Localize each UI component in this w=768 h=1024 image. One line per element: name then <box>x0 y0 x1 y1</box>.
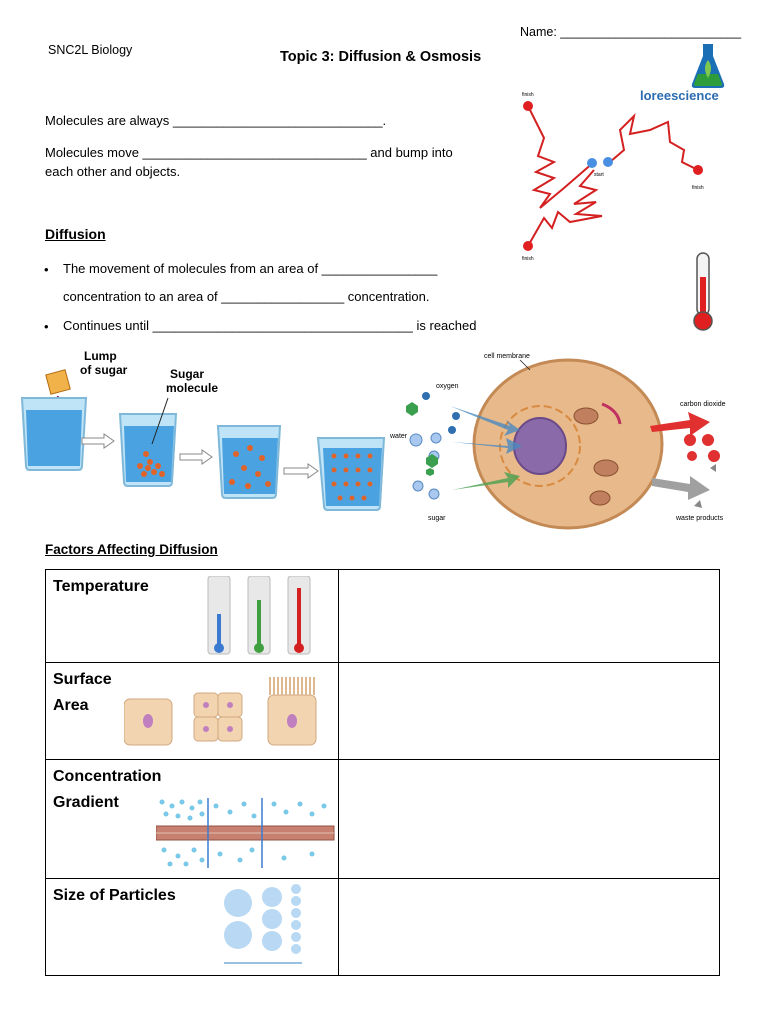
walk-label: finish <box>692 185 704 191</box>
walk-label: finish <box>522 256 534 262</box>
label-membrane: cell membrane <box>484 353 530 360</box>
intro-line-2b: each other and objects. <box>45 164 181 179</box>
intro-line-1: Molecules are always _____________________________. <box>45 113 387 128</box>
diffusion-bullet-1-cont: concentration to an area of _________________ concentration. <box>63 289 430 304</box>
factor-label-concentration-gradient: Concentration Gradient <box>53 768 162 811</box>
finish-ball <box>523 101 533 111</box>
factor-cell <box>46 663 339 760</box>
cell-membrane <box>474 360 662 528</box>
flask-logo-icon <box>690 42 726 90</box>
answer-cell[interactable] <box>339 760 720 879</box>
factor-label-size-of-particles: Size of Particles <box>53 887 176 904</box>
diffusion-heading: Diffusion <box>45 226 106 242</box>
label-oxygen: oxygen <box>436 383 459 390</box>
beaker-icon <box>218 426 280 498</box>
name-field: Name: __________________________ <box>520 25 742 39</box>
page-title: Topic 3: Diffusion & Osmosis <box>280 49 482 65</box>
start-ball <box>587 158 597 168</box>
factor-cell <box>46 760 339 879</box>
course-label: SNC2L Biology <box>48 43 133 57</box>
table-row <box>46 663 720 760</box>
factor-cell <box>46 879 339 976</box>
bullet-icon: • <box>44 262 49 277</box>
table-row <box>46 570 720 663</box>
sugar-cube-icon <box>46 370 70 394</box>
label-waste: waste products <box>676 515 724 522</box>
factor-label-surface-area: Surface Area <box>53 671 112 714</box>
factor-cell <box>46 570 339 663</box>
label-sugar: sugar <box>428 515 446 522</box>
table-row <box>46 760 720 879</box>
lump-label: Lump of sugar <box>80 349 128 377</box>
cell-diagram <box>390 348 740 530</box>
particle-sizes-icon <box>218 883 310 969</box>
walk-label: finish <box>522 92 534 98</box>
factors-table <box>45 569 720 976</box>
walk-label: start <box>594 172 604 178</box>
thermometers-icon <box>202 576 322 656</box>
table-row <box>46 879 720 976</box>
answer-cell[interactable] <box>339 570 720 663</box>
label-water: water <box>390 433 408 440</box>
diffusion-bullet-2: Continues until ____________________________________ is reached <box>63 318 477 333</box>
cells-surface-icon <box>124 671 334 751</box>
factors-heading: Factors Affecting Diffusion <box>45 542 218 557</box>
answer-cell[interactable] <box>339 663 720 760</box>
logo-text: loreescience <box>640 88 719 103</box>
beaker-icon <box>120 414 176 486</box>
label-carbon-dioxide: carbon dioxide <box>680 401 726 408</box>
start-ball <box>603 157 613 167</box>
bullet-icon: • <box>44 319 49 334</box>
membrane-gradient-icon <box>156 798 336 870</box>
factor-label-temperature: Temperature <box>53 578 149 595</box>
random-walk-diagram <box>484 90 734 262</box>
answer-cell[interactable] <box>339 879 720 976</box>
beaker-icon <box>318 438 384 510</box>
beaker-icon <box>22 398 86 470</box>
intro-line-2: Molecules move _______________________________ and bump into <box>45 145 453 160</box>
sugar-molecule-label: Sugar molecule <box>166 367 219 395</box>
finish-ball <box>693 165 703 175</box>
thermometer-icon <box>689 251 717 333</box>
finish-ball <box>523 241 533 251</box>
sugar-diffusion-diagram <box>18 344 400 512</box>
diffusion-bullet-1: The movement of molecules from an area of ________________ <box>63 261 438 276</box>
